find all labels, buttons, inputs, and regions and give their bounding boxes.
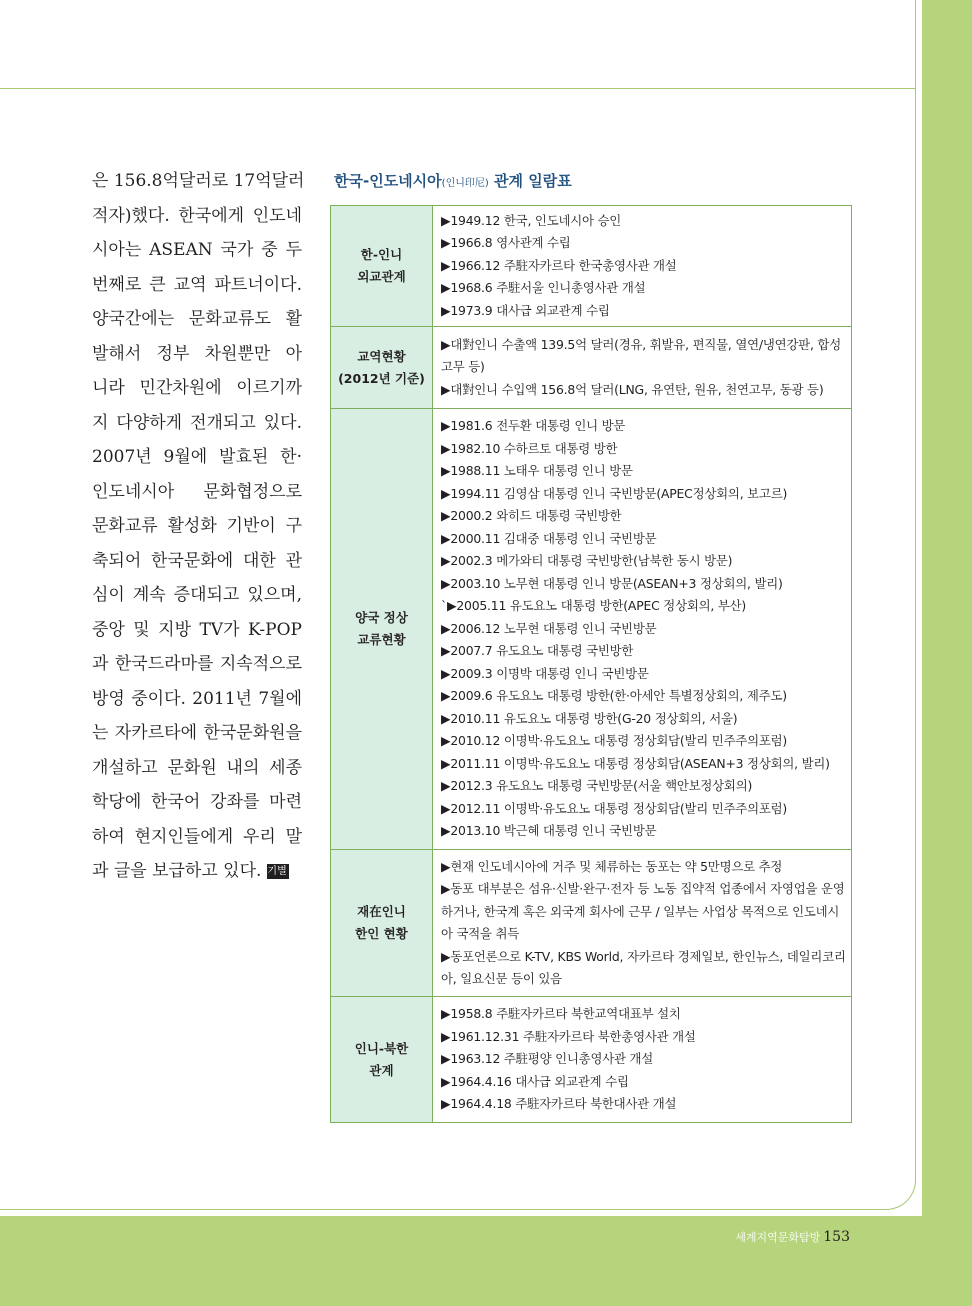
category-label: 교류현황: [357, 632, 406, 647]
list-item: ▶대對인니 수입액 156.8억 달러(LNG, 유연탄, 원유, 천연고무, 동광 등): [441, 381, 824, 397]
article-end-mark: 기별: [267, 864, 289, 879]
category-cell: [331, 409, 433, 850]
list-item: ▶1994.11 김영삼 대통령 인니 국빈방문(APEC정상회의, 보고르): [441, 485, 788, 501]
category-label: (2012년 기준): [338, 370, 425, 386]
list-item: ▶2009.3 이명박 대통령 인니 국빈방문: [441, 665, 649, 681]
list-item: ▶2011.11 이명박·유도요노 대통령 정상회담(ASEAN+3 정상회의, 발리): [441, 755, 830, 771]
items-cell: [433, 997, 852, 1123]
list-item: ▶1949.12 한국, 인도네시아 승인: [441, 212, 622, 228]
body-line: 방영 중이다. 2011년 7월에: [92, 688, 302, 709]
body-line: 문화교류 활성화 기반이 구: [92, 516, 302, 536]
list-item: ▶1958.8 주駐자카르타 북한교역대표부 설치: [441, 1006, 681, 1022]
list-item: ▶2012.3 유도요노 대통령 국빈방문(서울 핵안보정상회의): [441, 778, 753, 794]
items-cell: [433, 206, 852, 327]
list-item: ▶1968.6 주駐서울 인니총영사관 개설: [441, 280, 646, 296]
body-line: 학당에 한국어 강좌를 마련: [92, 792, 302, 812]
list-item: ▶2012.11 이명박·유도요노 대통령 정상회담(발리 민주주의포럼): [441, 800, 788, 816]
list-item: ▶1961.12.31 주駐자카르타 북한총영사관 개설: [441, 1028, 696, 1044]
list-item: ▶1988.11 노태우 대통령 인니 방문: [441, 463, 633, 479]
table-row: [331, 997, 852, 1123]
table-title-main: 한국-인도네시아: [334, 172, 442, 190]
list-item: ▶2009.6 유도요노 대통령 방한(한·아세안 특별정상회의, 제주도): [441, 688, 787, 704]
list-item: ▶2000.11 김대중 대통령 인니 국빈방문: [441, 530, 657, 546]
category-label: 외교관계: [357, 269, 406, 284]
page-footer: [700, 1226, 850, 1245]
body-line: 양국간에는 문화교류도 활: [92, 309, 302, 329]
list-item: ▶2003.10 노무현 대통령 인니 방문(ASEAN+3 정상회의, 발리): [441, 575, 783, 591]
table-row: [331, 409, 852, 850]
body-line: 2007년 9월에 발효된 한·: [92, 447, 302, 467]
page-side-band: [922, 0, 972, 1306]
list-item: ▶1966.12 주駐자카르타 한국총영사관 개설: [441, 257, 677, 273]
category-label: 한-인니: [360, 247, 403, 262]
body-line: 인도네시아 문화협정으로: [92, 481, 302, 502]
list-item: ▶1973.9 대사급 외교관계 수립: [441, 302, 610, 318]
items-cell: [433, 850, 852, 997]
list-item: ▶2006.12 노무현 대통령 인니 국빈방문: [441, 620, 657, 636]
list-item: ▶1964.4.16 대사급 외교관계 수립: [441, 1073, 629, 1089]
list-item: ▶대對인니 수출액 139.5억 달러(경유, 휘발유, 편직물, 열연/냉연강판, 합성고무 등): [441, 336, 841, 375]
category-label: 양국 정상: [355, 610, 408, 625]
list-item: ▶동포언론으로 K-TV, KBS World, 자카르타 경제일보, 한인뉴스, 데일리코리아, 일요신문 등이 있음: [441, 948, 846, 986]
table-row: [331, 206, 852, 327]
items-cell: [433, 409, 852, 850]
category-cell: [331, 997, 433, 1123]
table-title: [334, 170, 572, 191]
table-row: [331, 850, 852, 997]
category-label: 교역현황: [357, 348, 406, 364]
category-label: 인니-북한: [354, 1040, 409, 1056]
list-item: ▶1981.6 전두환 대통령 인니 방문: [441, 418, 626, 434]
list-item: ▶1966.8 영사관계 수립: [441, 235, 571, 251]
list-item: ▶1964.4.18 주駐자카르타 북한대사관 개설: [441, 1096, 677, 1112]
footer-source: 세계지역문화탐방: [735, 1231, 821, 1244]
page-number: 153: [823, 1229, 850, 1245]
table-title-hanja: (인니印尼): [441, 178, 489, 189]
table-row: [331, 327, 852, 409]
body-line: 는 자카르타에 한국문화원을: [92, 723, 302, 743]
body-line: 지 다양하게 전개되고 있다.: [92, 412, 302, 433]
list-item: ▶동포 대부분은 섬유·신발·완구·전자 등 노동 집약적 업종에서 자영업을 운영하거나, 한국계 혹은 외국계 회사에 근무 / 일부는 사업상 목적으로 인도네시아 국적을 취득: [441, 881, 845, 941]
body-line: 적자)했다. 한국에게 인도네: [92, 205, 302, 226]
header-rule: [0, 88, 916, 89]
body-line: 축되어 한국문화에 대한 관: [92, 550, 302, 571]
body-line: 과 한국드라마를 지속적으로: [92, 654, 302, 674]
list-item: ▶2010.11 유도요노 대통령 방한(G-20 정상회의, 서울): [441, 710, 738, 726]
body-line: 발해서 정부 차원뿐만 아: [92, 343, 302, 364]
category-label: 한인 현황: [355, 926, 408, 941]
body-line-last: [92, 854, 302, 889]
list-item: ▶2000.2 와히드 대통령 국빈방한: [441, 508, 622, 524]
body-line: 중앙 및 지방 TV가 K-POP: [92, 619, 302, 640]
category-label: 관계: [369, 1062, 394, 1078]
relations-table: [330, 205, 852, 1123]
category-label: 재在인니: [357, 904, 406, 919]
body-text: [92, 164, 305, 889]
category-cell: [331, 327, 433, 409]
list-item: ▶현재 인도네시아에 거주 및 체류하는 동포는 약 5만명으로 추정: [441, 858, 783, 874]
body-line: 심이 계속 증대되고 있으며,: [92, 585, 302, 605]
list-item: `▶2005.11 유도요노 대통령 방한(APEC 정상회의, 부산): [441, 598, 747, 614]
table-title-suffix: 관계 일람표: [488, 172, 572, 190]
body-line: 시아는 ASEAN 국가 중 두: [92, 240, 302, 260]
list-item: ▶2007.7 유도요노 대통령 국빈방한: [441, 643, 634, 659]
list-item: ▶2013.10 박근혜 대통령 인니 국빈방문: [441, 823, 657, 839]
body-line: 하여 현지인들에게 우리 말: [92, 826, 302, 847]
list-item: ▶1963.12 주駐평양 인니총영사관 개설: [441, 1051, 654, 1067]
category-cell: [331, 850, 433, 997]
list-item: ▶2010.12 이명박·유도요노 대통령 정상회담(발리 민주주의포럼): [441, 733, 788, 749]
body-line: 니라 민간차원에 이르기까: [92, 378, 302, 398]
list-item: ▶1982.10 수하르토 대통령 방한: [441, 440, 618, 456]
body-line: 번째로 큰 교역 파트너이다.: [92, 274, 302, 295]
body-line: 개설하고 문화원 내의 세종: [92, 757, 302, 778]
body-line: 은 156.8억달러로 17억달러: [92, 171, 305, 191]
items-cell: [433, 327, 852, 409]
list-item: ▶2002.3 메가와티 대통령 국빈방한(남북한 동시 방문): [441, 553, 733, 569]
category-cell: [331, 206, 433, 327]
body-line: 과 글을 보급하고 있다.: [92, 861, 262, 881]
